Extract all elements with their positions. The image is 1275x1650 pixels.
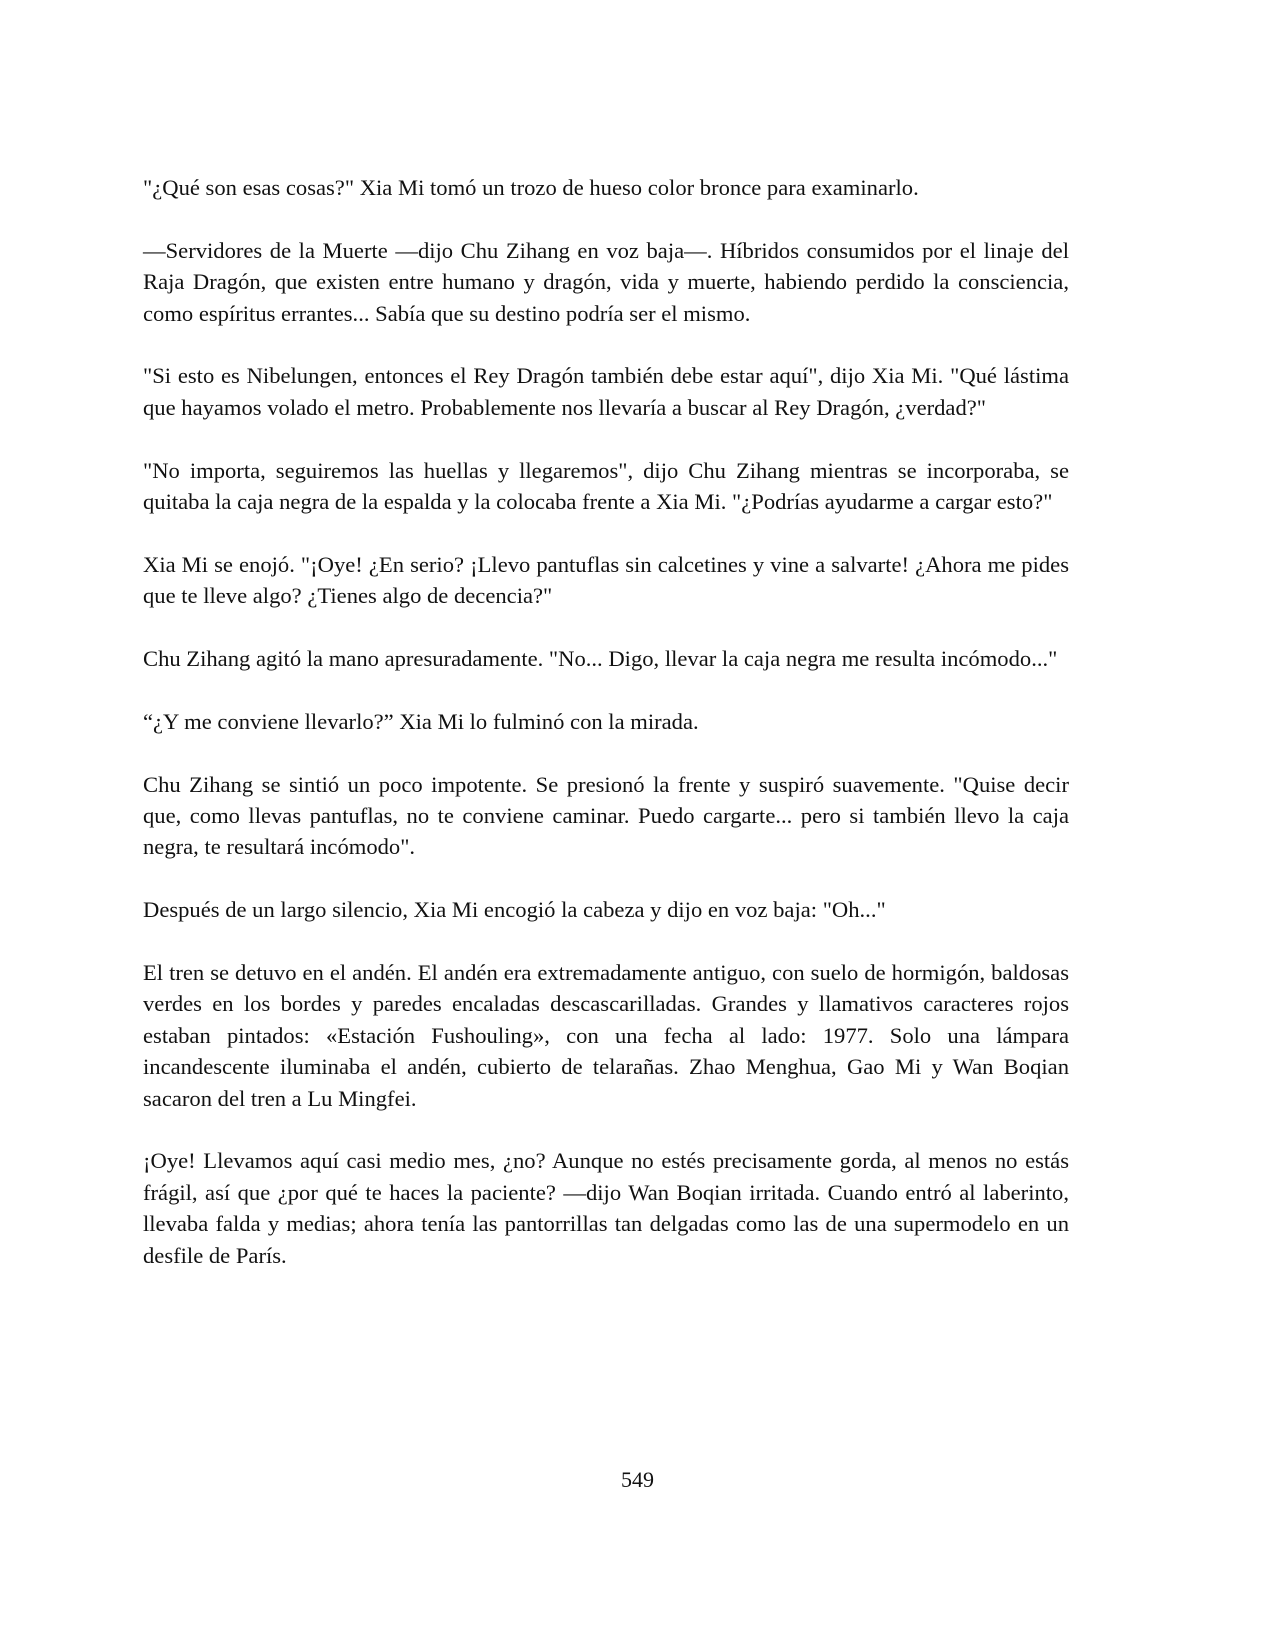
paragraph: “¿Y me conviene llevarlo?” Xia Mi lo fulminó con la mirada.: [143, 708, 699, 734]
page-number: 549: [621, 1467, 654, 1492]
paragraph: El tren se detuvo en el andén. El andén era extremadamente antiguo, con suelo de hormigón, baldosas verdes en los bordes y paredes encaladas descascarilladas. Grandes y llamativos caracteres rojos estaban pintados: «Estación Fushouling», con una fecha al lado: 1977. Solo una lámpara incandescente iluminaba el andén, cubierto de telarañas. Zhao Menghua, Gao Mi y Wan Boqian sacaron del tren a Lu Mingfei.: [143, 960, 1069, 1111]
paragraph: "Si esto es Nibelungen, entonces el Rey Dragón también debe estar aquí", dijo Xia Mi. "Qué lástima que hayamos volado el metro. Probablemente nos llevaría a buscar al Rey Dragón, ¿verdad?": [143, 363, 1069, 420]
paragraph: "¿Qué son esas cosas?" Xia Mi tomó un trozo de hueso color bronce para examinarlo.: [143, 175, 919, 200]
paragraph: "No importa, seguiremos las huellas y llegaremos", dijo Chu Zihang mientras se incorporaba, se quitaba la caja negra de la espalda y la colocaba frente a Xia Mi. "¿Podrías ayudarme a cargar esto?": [143, 457, 1069, 515]
page-body: [143, 172, 1069, 1302]
paragraph: Chu Zihang agitó la mano apresuradamente. "No... Digo, llevar la caja negra me resulta incómodo...": [143, 646, 1058, 672]
paragraph: —Servidores de la Muerte —dijo Chu Zihang en voz baja—. Híbridos consumidos por el linaje del Raja Dragón, que existen entre humano y dragón, vida y muerte, habiendo perdido la consciencia, como espíritus errantes... Sabía que su destino podría ser el mismo.: [143, 237, 1069, 326]
paragraph: Chu Zihang se sintió un poco impotente. Se presionó la frente y suspiró suavemente. "Quise decir que, como llevas pantuflas, no te conviene caminar. Puedo cargarte... pero si también llevo la caja negra, te resultará incómodo".: [143, 771, 1069, 860]
paragraph: Xia Mi se enojó. "¡Oye! ¿En serio? ¡Llevo pantuflas sin calcetines y vine a salvarte! ¿Ahora me pides que te lleve algo? ¿Tienes algo de decencia?": [143, 551, 1069, 609]
paragraph: Después de un largo silencio, Xia Mi encogió la cabeza y dijo en voz baja: "Oh...": [143, 897, 886, 923]
paragraph: ¡Oye! Llevamos aquí casi medio mes, ¿no? Aunque no estés precisamente gorda, al menos no estás frágil, así que ¿por qué te haces la paciente? —dijo Wan Boqian irritada. Cuando entró al laberinto, llevaba falda y medias; ahora tenía las pantorrillas tan delgadas como las de una supermodelo en un desfile de París.: [143, 1148, 1069, 1268]
